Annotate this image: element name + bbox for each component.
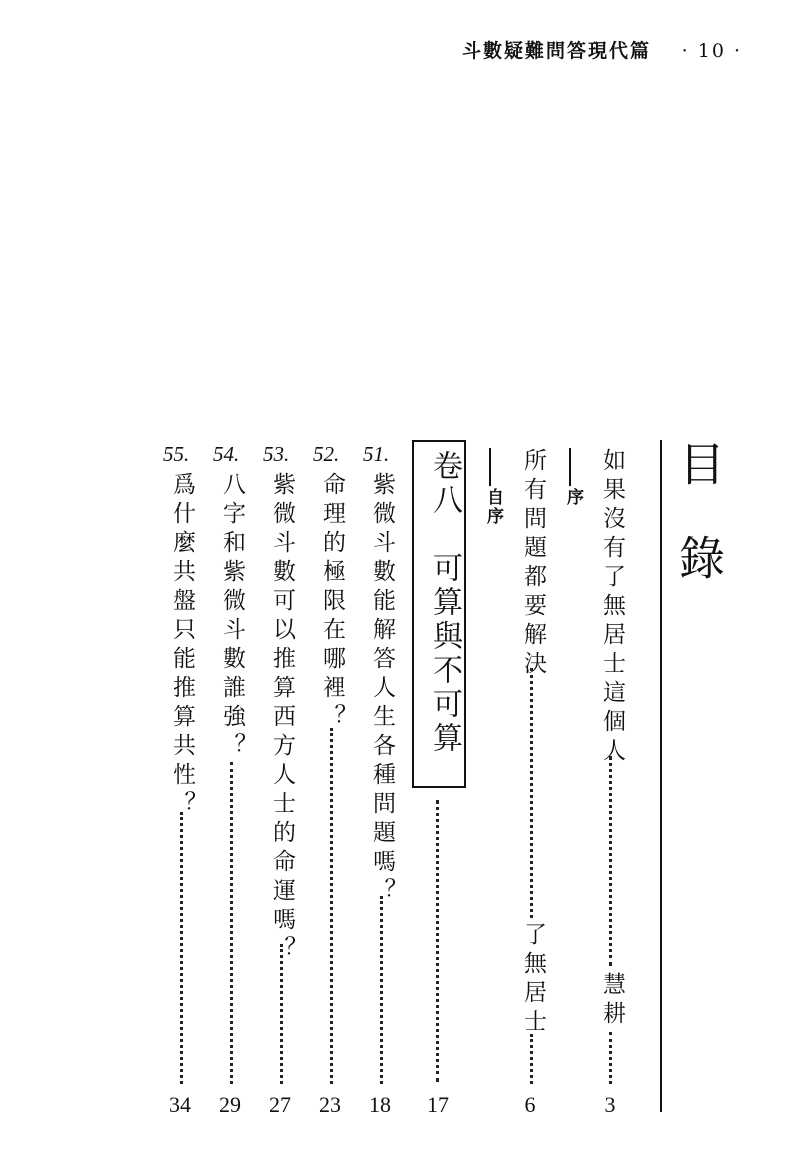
toc-entry-page: 3	[604, 1092, 616, 1117]
book-title: 斗數疑難問答現代篇	[462, 40, 652, 62]
toc-item-page: 29	[219, 1092, 241, 1117]
leader-dots	[609, 756, 612, 966]
toc-rule	[660, 440, 662, 1112]
item-number: 54.	[213, 442, 240, 466]
leader-dots	[230, 762, 233, 1084]
toc-entry-title: 如果沒有了無居士這個人	[599, 448, 625, 767]
toc-item-page: 23	[319, 1092, 341, 1117]
toc-entry-author: 慧耕	[599, 972, 625, 1030]
leader-dots	[280, 944, 283, 1084]
leader-dots	[180, 812, 183, 1084]
item-number: 51.	[363, 442, 390, 466]
running-header	[462, 36, 742, 63]
toc-item-page: 18	[369, 1092, 391, 1117]
toc-item-title: 命理的極限在哪裡？	[319, 472, 345, 733]
leader-dots	[380, 896, 383, 1084]
leader-dots	[530, 668, 533, 918]
toc-entry-title: 所有問題都要解決	[520, 448, 546, 680]
toc-entry-author: 了無居士	[520, 922, 546, 1038]
toc-item-title: 八字和紫微斗數誰強？	[219, 472, 245, 762]
toc-item-page: 34	[169, 1092, 191, 1117]
volume-page: 17	[427, 1092, 449, 1117]
leader-dots	[436, 800, 439, 1082]
toc-entry-page: 6	[524, 1092, 536, 1117]
label-rule	[489, 448, 491, 486]
toc-item-title: 紫微斗數能解答人生各種問題嗎？	[369, 472, 395, 907]
toc-item-title: 爲什麼共盤只能推算共性？	[169, 472, 195, 820]
toc-item-page: 27	[269, 1092, 291, 1117]
section-label: 序	[563, 488, 583, 507]
item-number: 53.	[263, 442, 290, 466]
label-rule	[569, 448, 571, 486]
leader-dots	[330, 728, 333, 1084]
toc-item-title: 紫微斗數可以推算西方人士的命運嗎？	[269, 472, 295, 965]
item-number: 55.	[163, 442, 190, 466]
page-number: · 10 ·	[681, 40, 742, 62]
leader-dots	[530, 1034, 533, 1084]
toc-title: 目錄	[672, 440, 726, 628]
volume-title: 卷八 可算與不可算	[427, 450, 462, 756]
item-number: 52.	[313, 442, 340, 466]
section-label: 自序	[483, 488, 503, 526]
leader-dots	[609, 1032, 612, 1084]
